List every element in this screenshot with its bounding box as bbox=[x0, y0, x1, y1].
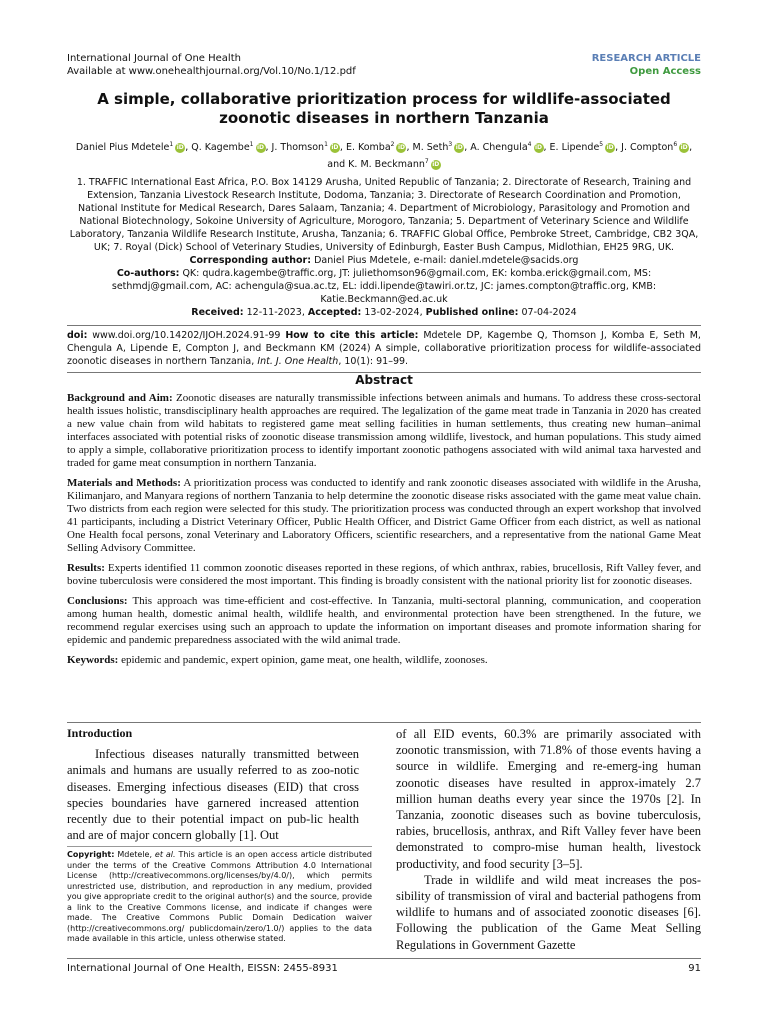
article-title: A simple, collaborative prioritization process for wildlife-associated zoonotic diseases in northern Tanzania bbox=[97, 90, 671, 127]
section-label: Keywords: bbox=[67, 654, 119, 666]
author-name: M. Seth bbox=[412, 142, 449, 154]
author-affiliation-number: 1 bbox=[324, 141, 328, 148]
accepted-date: 13-02-2024, bbox=[364, 307, 423, 318]
orcid-icon[interactable]: iD bbox=[534, 143, 543, 151]
author bbox=[621, 142, 689, 153]
coauthors-emails[interactable]: QK: qudra.kagembe@traffic.org, JT: juliethomson96@gmail.com, EK: komba.erick@gmail.com, MS: sethmdj@gmail.com, AC: achengula@sua.ac.tz, EL: iddi.lipende@tawiri.or.tz, JC: james.compton@traffic.org, KMB: Katie.Beckmann@ed.ac.uk bbox=[111, 268, 657, 305]
copyright-label: Copyright: bbox=[67, 850, 115, 859]
body-paragraph: of all EID events, 60.3% are primarily associated with zoonotic transmission, with 71.8% of those events having a source in wildlife. Emerging and re-emerg-ing human zoonotic diseases have resulted in approx-imately 2.7 million human deaths every year since the 1970s [2]. In Tanzania, zoonotic diseases such as bovine tuberculosis, rabies, brucellosis, anthrax, and Rift Valley fever have been demonstrated to compro-mise human health, livestock productivity, and food security [3–5]. bbox=[396, 727, 701, 871]
doi-label: doi: bbox=[67, 330, 88, 341]
section-label: Background and Aim: bbox=[67, 392, 173, 404]
article-type-block bbox=[592, 52, 701, 78]
copyright-text: This article is an open access article distributed under the terms of the Creative Commons Attribution 4.0 International License (http://creativecommons.org/licenses/by/4.0/), which permits unrestricted use, distribution, and reproduction in any medium, provided you give appropriate credit to the original author(s) and the source, provide a link to the Creative Commons license, and indicate if changes were made. The Creative Commons Public Domain Dedication waiver (http://creativecommons.org/ publicdomain/zero/1.0/) applies to the data made available in this article, unless otherwise stated. bbox=[67, 850, 372, 943]
article-type: RESEARCH ARTICLE bbox=[591, 53, 701, 64]
abstract-methods bbox=[67, 477, 701, 555]
orcid-icon[interactable]: iD bbox=[432, 160, 440, 168]
abstract-results bbox=[67, 562, 701, 588]
author-affiliation-number: 1 bbox=[249, 141, 254, 148]
author-affiliation-number: 7 bbox=[424, 158, 429, 166]
published-date: 07-04-2024 bbox=[521, 307, 577, 318]
cite-label: How to cite this article: bbox=[285, 330, 419, 341]
author bbox=[272, 142, 340, 153]
orcid-icon[interactable]: iD bbox=[606, 143, 614, 151]
author bbox=[413, 142, 465, 153]
author-name: E. Komba bbox=[345, 142, 391, 154]
published-label: Published online: bbox=[425, 307, 519, 318]
section-text: A prioritization process was conducted to identify and rank zoonotic diseases associated with wildlife in the Arusha, Kilimanjaro, and Manyara regions of northern Tanzania to help determine the zoonotic disease risks associated with the game meat value chain. Two districts from each region were selected for this study. The prioritization process was conducted through an expert workshop that involved 41 participants, including a District Veterinary Officer, Public Health Officer, and District Game Officer from each district, as well as national One Health focal persons, zonal Veterinary and Laboratory Officers, scientific researchers, and a representative from the national Game Meat Selling Advisory Committee. bbox=[67, 477, 701, 554]
body-paragraph: Trade in wildlife and wild meat increases the pos-sibility of transmission of viral and bacterial pathogens from wildlife to humans and of associated zoonotic diseases [6]. Following the publication of the Game Meat Selling Regulations in Government Gazette bbox=[396, 872, 701, 952]
page-number: 91 bbox=[688, 963, 701, 974]
abstract-body bbox=[67, 392, 701, 674]
section-text: This approach was time-efficient and cost-effective. In Tanzania, multi-sectoral planning, communication, and cooperation among human health, domestic animal health, wildlife health, and environmental protection have been strengthened. In the future, we recommend regular exercises using such an approach to update the information on important diseases and promote information sharing for epidemic and pandemic preparedness associated with the wild animal trade. bbox=[67, 595, 702, 646]
orcid-icon[interactable]: iD bbox=[397, 143, 405, 151]
divider bbox=[67, 722, 701, 723]
abstract-keywords bbox=[67, 654, 701, 667]
doi-link[interactable]: www.doi.org/10.14202/IJOH.2024.91-99 bbox=[92, 330, 281, 341]
abstract-heading: Abstract bbox=[355, 373, 413, 387]
section-label: Conclusions: bbox=[67, 595, 128, 607]
column-right bbox=[396, 726, 701, 953]
author-name: J. Compton bbox=[621, 142, 674, 154]
author-name: Q. Kagembe bbox=[191, 142, 250, 154]
author-affiliation-number: 5 bbox=[599, 141, 604, 148]
author-affiliation-number: 1 bbox=[169, 141, 174, 148]
orcid-icon[interactable]: iD bbox=[680, 143, 688, 151]
author-list: Daniel Pius Mdetele$^1$ iD, Q. Kagembe$^1$ iD, J. Thomson$^1$ iD, E. Komba$^2$ iD, M. Seth$^3$ iD, A. Chengula$^4$ iD, E. Lipende$^5$ iD, J. Compton$^6$ iD, and K. M. Beckmann$^7$ iD bbox=[75, 141, 693, 171]
cite-text: Mdetele DP, Kagembe Q, Thomson J, Komba E, Seth M, Chengula A, Lipende E, Compton J, and Beckmann KM (2024) A simple, collaborative prioritization process for wildlife-associated zoonotic diseases in northern Tanzania, bbox=[67, 330, 701, 367]
author-name: E. Lipende bbox=[549, 142, 600, 154]
section-text: epidemic and pandemic, expert opinion, game meat, one health, wildlife, zoonoses. bbox=[121, 654, 488, 666]
received-label: Received: bbox=[191, 307, 244, 318]
author bbox=[191, 142, 265, 153]
author-affiliation-number: 3 bbox=[448, 141, 453, 148]
citation-block bbox=[67, 325, 701, 373]
author bbox=[348, 159, 441, 170]
corresponding-label: Corresponding author: bbox=[189, 255, 312, 266]
orcid-icon[interactable]: iD bbox=[176, 143, 184, 151]
journal-info bbox=[67, 52, 356, 78]
corresponding-author[interactable]: Daniel Pius Mdetele, e-mail: daniel.mdetele@sacids.org bbox=[314, 255, 579, 266]
copyright-etal: et al. bbox=[154, 850, 176, 859]
orcid-icon[interactable]: iD bbox=[455, 143, 463, 151]
orcid-icon[interactable]: iD bbox=[256, 143, 265, 151]
author bbox=[76, 142, 185, 153]
page-footer bbox=[67, 958, 701, 974]
journal-name: International Journal of One Health bbox=[67, 53, 241, 64]
author-name: K. M. Beckmann bbox=[348, 159, 425, 171]
section-text: Zoonotic diseases are naturally transmissible infections between animals and humans. To address these cross-sectoral health issues holistic, transdisciplinary health approaches are required. The legalization of the game meat trade in Tanzania in 2020 has created a new value chain from wild habitats to registered game meat selling facilities in human settlements, thus creating new human–animal interfaces associated with potential risks of zoonotic disease transmission among wildlife, livestock, and human populations. This study aimed to apply a simple, collaborative prioritization process to identify important zoonotic pathogens associated with wild animal taxa harvested and traded for game meat consumption in northern Tanzania. bbox=[67, 392, 702, 469]
open-access-badge: Open Access bbox=[629, 66, 701, 77]
section-label: Results: bbox=[67, 562, 105, 574]
abstract-conclusions bbox=[67, 595, 701, 647]
coauthors-label: Co-authors: bbox=[116, 268, 180, 279]
intro-paragraph: Infectious diseases naturally transmitted between animals and humans are usually referred to as zoo-notic diseases. Emerging infectious diseases (EID) that cross species boundaries have garnered increased attention recently due to their potential impact on pub-lic health and are of major concern globally [1]. Out bbox=[67, 747, 359, 843]
author-affiliation-number: 4 bbox=[527, 141, 532, 148]
section-label: Materials and Methods: bbox=[67, 477, 181, 489]
introduction-heading: Introduction bbox=[67, 726, 133, 740]
author-name: A. Chengula bbox=[470, 142, 528, 154]
abstract-background bbox=[67, 392, 701, 470]
column-left bbox=[67, 725, 359, 843]
journal-url[interactable]: Available at www.onehealthjournal.org/Vol.10/No.1/12.pdf bbox=[67, 66, 356, 77]
author-name: J. Thomson bbox=[271, 142, 325, 154]
orcid-icon[interactable]: iD bbox=[331, 143, 339, 151]
cite-journal: Int. J. One Health bbox=[257, 356, 339, 367]
section-text: Experts identified 11 common zoonotic diseases reported in these regions, of which anthrax, rabies, brucellosis, Rift Valley fever, and bovine tuberculosis were considered the most important. This finding is broadly consistent with the national priority list for zoonotic diseases. bbox=[67, 562, 702, 587]
copyright-authors: Mdetele, bbox=[117, 850, 153, 859]
affiliations-block bbox=[67, 176, 701, 319]
affiliations: 1. TRAFFIC International East Africa, P.O. Box 14129 Arusha, United Republic of Tanzania; 2. Directorate of Research, Training and Extension, Tanzania Livestock Research Institute, Dodoma, Tanzania; 3. Directorate of Research Coordination and Promotion, National Institute for Medical Research, Dares Salaam, Tanzania; 4. Department of Microbiology, Parasitology and Promotion and National Biotechnology, Sokoine University of Agriculture, Morogoro, Tanzania; 5. Department of Veterinary Science and Wildlife Laboratory, Tanzania Wildlife Research Institute, Arusha, Tanzania; 6. TRAFFIC Global Office, Pembroke Street, Cambridge, CB2 3QA, UK; 7. Royal (Dick) School of Veterinary Studies, University of Edinburgh, Easter Bush Campus, Midlothian, EH25 9RG, UK. bbox=[69, 177, 699, 253]
author-affiliation-number: 6 bbox=[673, 141, 678, 148]
author bbox=[550, 142, 616, 153]
author bbox=[470, 142, 543, 153]
author-name: Daniel Pius Mdetele bbox=[75, 142, 170, 154]
cite-volume: , 10(1): 91–99. bbox=[338, 356, 409, 367]
received-date: 12-11-2023, bbox=[246, 307, 305, 318]
accepted-label: Accepted: bbox=[307, 307, 362, 318]
copyright-notice bbox=[67, 846, 372, 945]
author-affiliation-number: 2 bbox=[390, 141, 395, 148]
author bbox=[346, 142, 407, 153]
footer-journal: International Journal of One Health, EISSN: 2455-8931 bbox=[67, 963, 338, 974]
